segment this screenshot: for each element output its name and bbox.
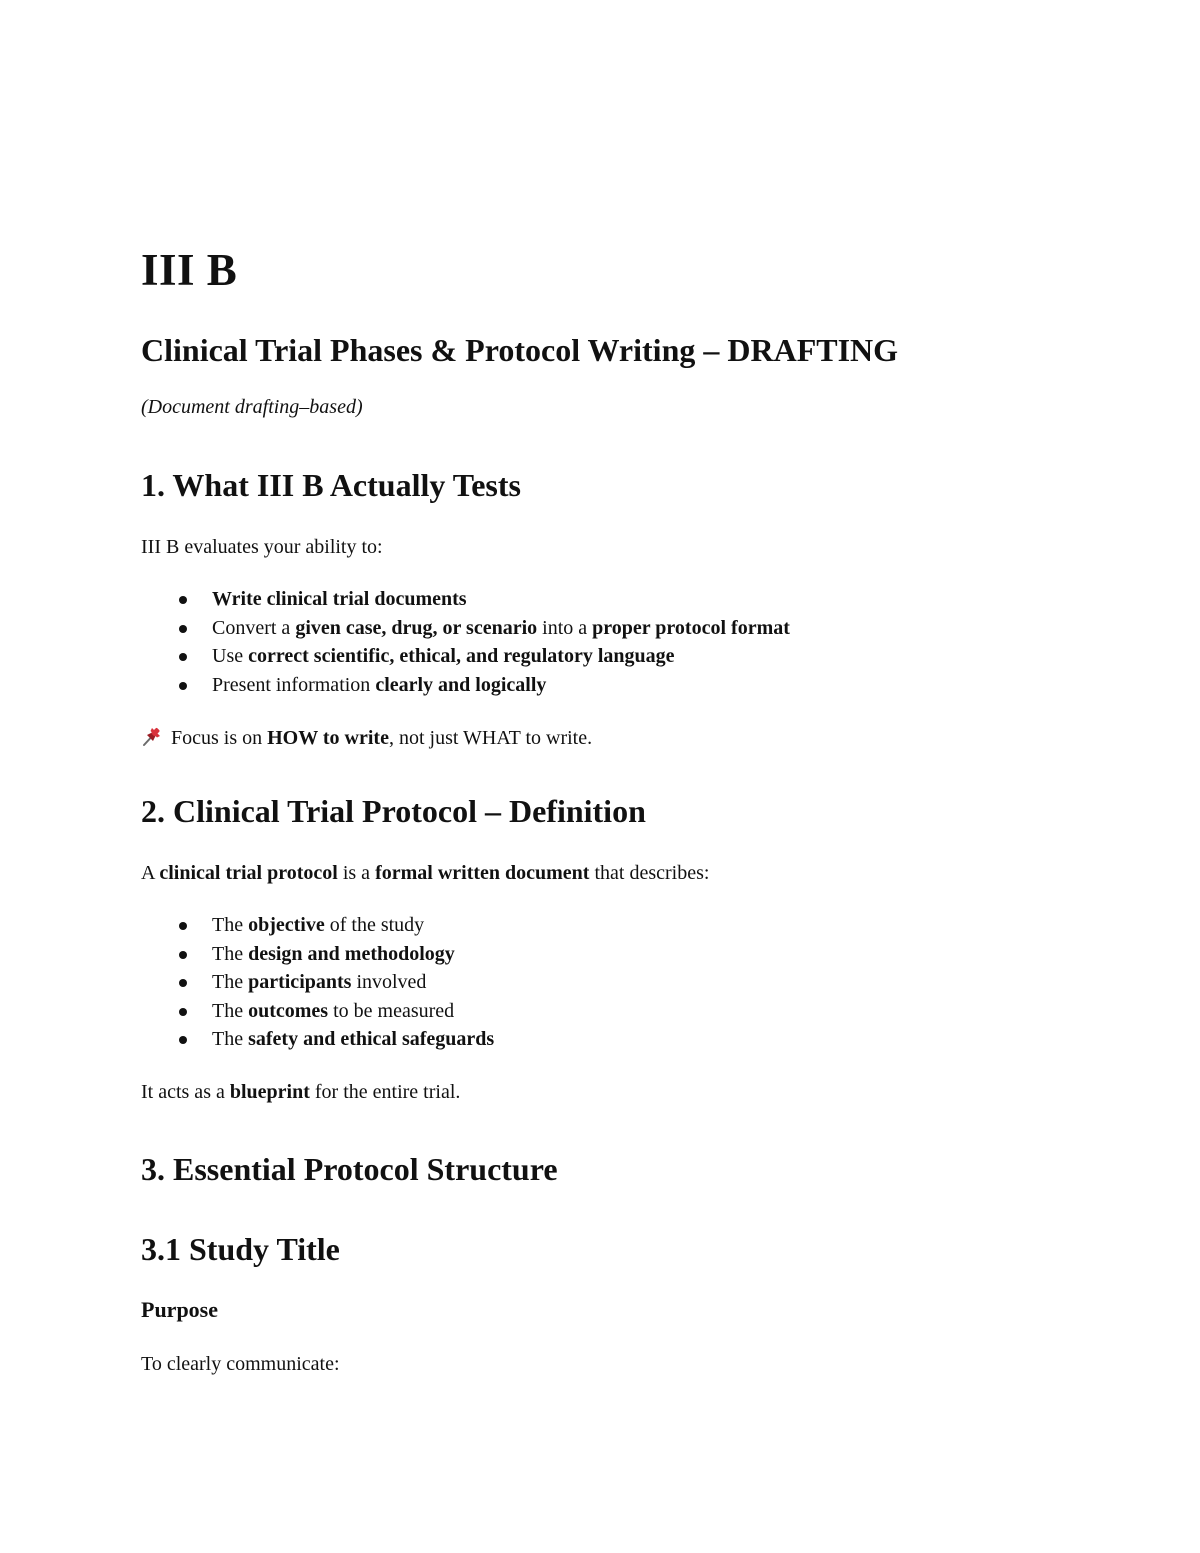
list-item-text: Use correct scientific, ethical, and regulatory language: [212, 645, 675, 667]
list-item-text: [212, 588, 467, 610]
list-item-text: Convert a given case, drug, or scenario into a proper protocol format: [212, 616, 790, 639]
bold-text: given case, drug, or scenario: [295, 616, 538, 639]
list-item-text: The design and methodology: [212, 942, 455, 965]
document-note: (Document drafting–based): [141, 396, 363, 418]
section-2-bullet-list: [141, 911, 1061, 1054]
purpose-heading: Purpose: [141, 1296, 218, 1322]
focus-note-text: Focus is on HOW to write, not just WHAT to write.: [171, 727, 593, 749]
purpose-text: To clearly communicate:: [141, 1352, 340, 1375]
bullet-icon: [179, 979, 187, 987]
bullet-icon: [179, 1008, 187, 1016]
list-item: [141, 671, 1061, 700]
document-subtitle: Clinical Trial Phases & Protocol Writing – DRAFTING: [141, 332, 899, 368]
bullet-icon: [179, 951, 187, 959]
bold-text: clinical trial protocol: [159, 862, 338, 884]
section-1-heading: 1. What III B Actually Tests: [141, 467, 521, 503]
list-item: [141, 997, 1061, 1026]
bold-text: participants: [248, 971, 352, 993]
section-3-1-heading: 3.1 Study Title: [141, 1230, 340, 1267]
bold-text: objective: [248, 914, 325, 936]
list-item-text: The safety and ethical safeguards: [212, 1028, 495, 1050]
bold-text: formal written document: [375, 862, 590, 884]
document-body: [141, 244, 1061, 1377]
bold-text: design and methodology: [248, 942, 455, 965]
bullet-icon: [179, 682, 187, 690]
list-item-text: Present information clearly and logically: [212, 673, 547, 696]
list-item: [141, 1025, 1061, 1054]
bold-text: proper protocol format: [592, 616, 790, 639]
section-2-closing: It acts as a blueprint for the entire trial.: [141, 1080, 461, 1103]
bold-text: safety and ethical safeguards: [248, 1028, 495, 1050]
list-item-text: The participants involved: [212, 971, 427, 993]
section-1-intro: III B evaluates your ability to:: [141, 536, 383, 558]
list-item: [141, 642, 1061, 671]
bold-text: outcomes: [248, 999, 329, 1022]
section-2-intro: A clinical trial protocol is a formal written document that describes:: [141, 862, 710, 884]
list-item: [141, 614, 1061, 643]
bullet-icon: [179, 596, 187, 604]
document-title: III B: [141, 245, 238, 295]
section-1-bullet-list: [141, 585, 1061, 699]
bold-text: HOW to write: [267, 727, 389, 749]
focus-note: [141, 725, 1061, 751]
list-item: [141, 911, 1061, 940]
bold-text: Write clinical trial documents: [212, 588, 467, 610]
list-item: [141, 968, 1061, 997]
bullet-icon: [179, 653, 187, 661]
bold-text: clearly and logically: [375, 673, 547, 696]
list-item-text: The outcomes to be measured: [212, 999, 455, 1022]
bold-text: blueprint: [229, 1080, 310, 1103]
bullet-icon: [179, 1036, 187, 1044]
list-item: [141, 940, 1061, 969]
section-2-heading: 2. Clinical Trial Protocol – Definition: [141, 793, 646, 829]
bullet-icon: [179, 625, 187, 633]
list-item: [141, 585, 1061, 614]
bold-text: correct scientific, ethical, and regulatory language: [248, 645, 675, 667]
section-3-heading: 3. Essential Protocol Structure: [141, 1150, 558, 1187]
pushpin-icon: [141, 725, 163, 747]
bullet-icon: [179, 922, 187, 930]
list-item-text: The objective of the study: [212, 914, 425, 936]
